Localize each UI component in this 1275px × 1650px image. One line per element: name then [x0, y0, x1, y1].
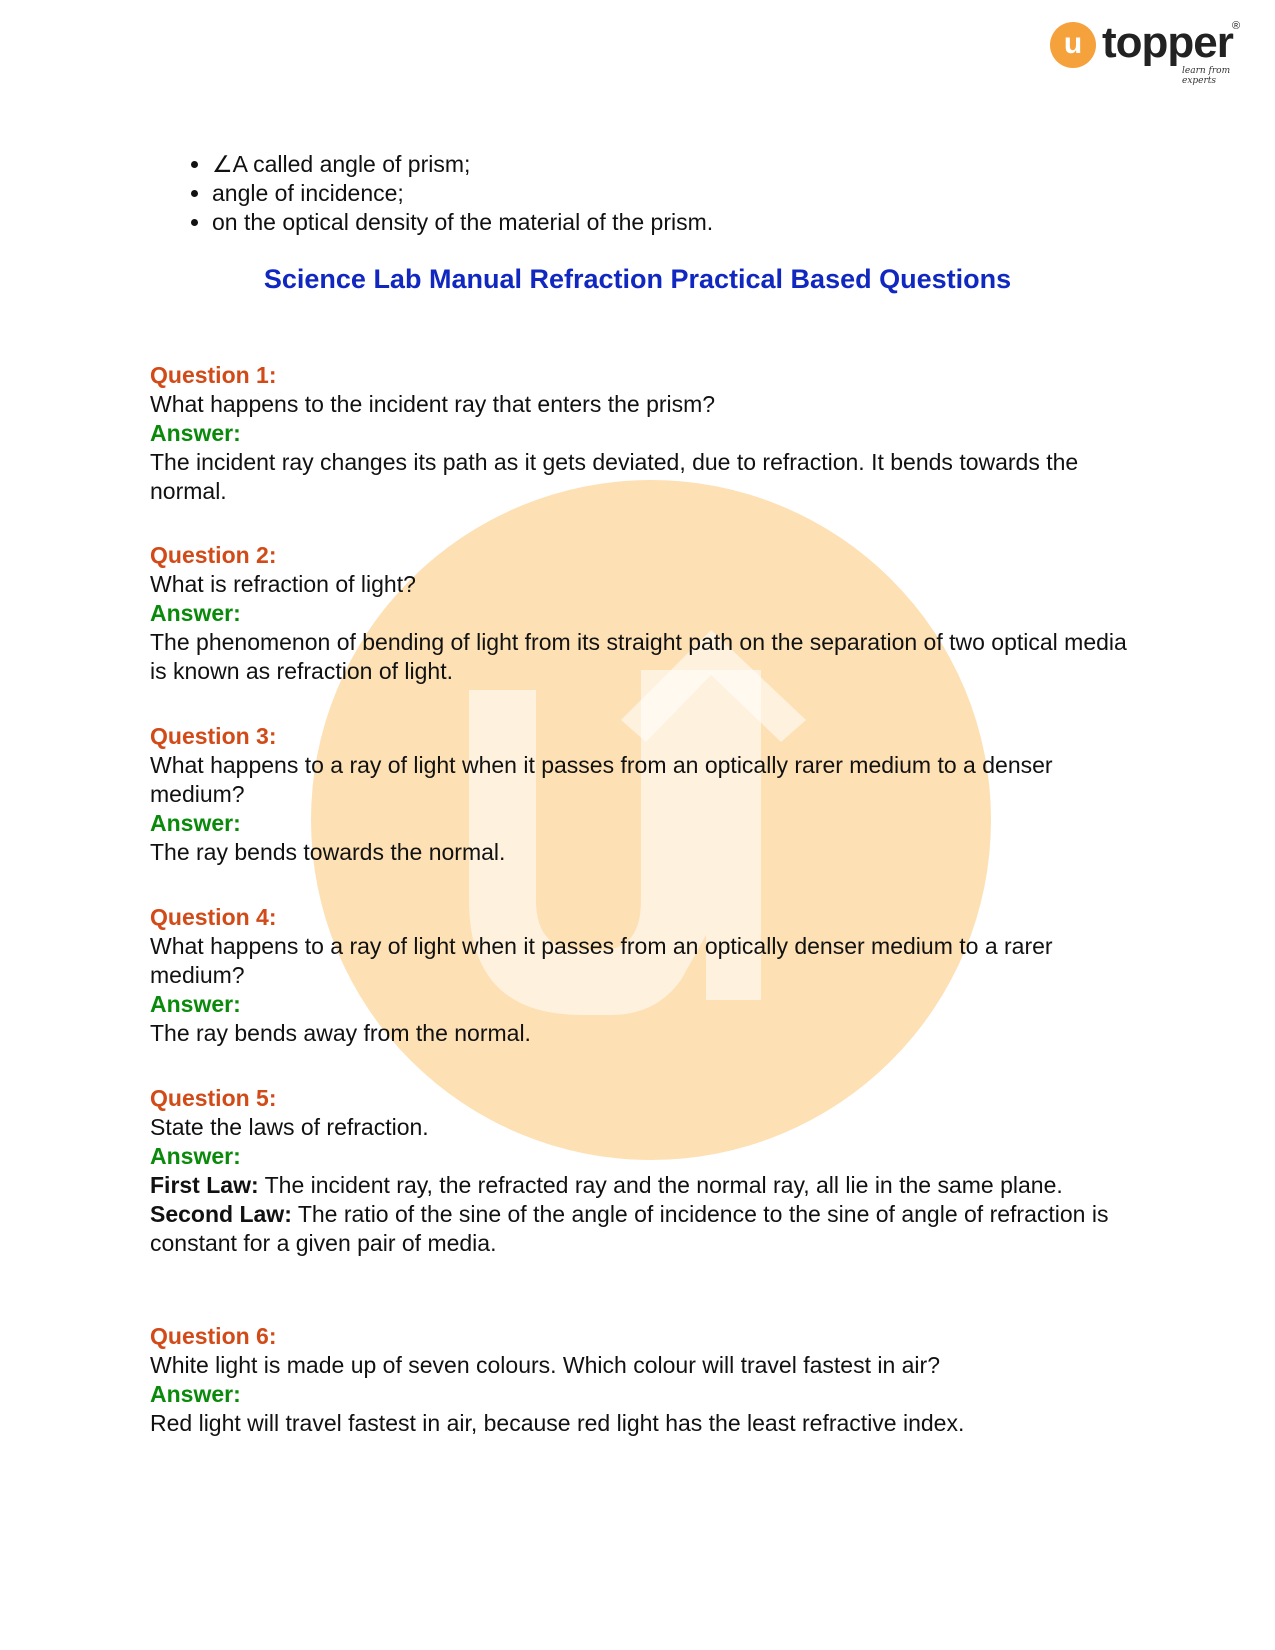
question-label: Question 3:	[150, 723, 277, 749]
first-law-text: The incident ray, the refracted ray and the normal ray, all lie in the same plane.	[258, 1172, 1063, 1198]
answer-label: Answer:	[150, 1381, 241, 1407]
answer-label: Answer:	[150, 420, 241, 446]
second-law-label: Second Law:	[150, 1201, 292, 1227]
list-item: • ∠A called angle of prism;	[212, 150, 713, 179]
question-label: Question 6:	[150, 1323, 277, 1349]
answer-label: Answer:	[150, 600, 241, 626]
second-law-text: The ratio of the sine of the angle of incidence to the sine of angle of refraction is constant for a given pair of media.	[150, 1201, 1109, 1256]
answer-text: The ray bends towards the normal.	[150, 839, 506, 865]
answer-text: The ray bends away from the normal.	[150, 1020, 531, 1046]
logo-circle-icon: u	[1050, 22, 1096, 68]
qa-block-1	[150, 361, 1130, 506]
question-text: State the laws of refraction.	[150, 1114, 429, 1140]
second-law	[150, 1200, 1130, 1258]
answer-text: The incident ray changes its path as it gets deviated, due to refraction. It bends towards the normal.	[150, 449, 1079, 504]
question-text: What happens to the incident ray that enters the prism?	[150, 391, 716, 417]
question-text: What happens to a ray of light when it passes from an optically denser medium to a rarer medium?	[150, 933, 1053, 988]
question-label: Question 1:	[150, 362, 277, 388]
page-title: Science Lab Manual Refraction Practical Based Questions	[263, 264, 1012, 294]
question-label: Question 4:	[150, 904, 277, 930]
question-text: What happens to a ray of light when it passes from an optically rarer medium to a denser medium?	[150, 752, 1053, 807]
prism-factors-list	[176, 150, 713, 237]
list-item: • on the optical density of the material of the prism.	[212, 208, 713, 237]
qa-block-3	[150, 722, 1130, 867]
question-label: Question 5:	[150, 1085, 277, 1111]
logo-wordmark: topper	[1102, 18, 1233, 67]
logo-tagline: learn from experts	[1182, 66, 1231, 86]
question-text: White light is made up of seven colours. Which colour will travel fastest in air?	[150, 1352, 940, 1378]
answer-label: Answer:	[150, 1143, 241, 1169]
answer-label: Answer:	[150, 991, 241, 1017]
first-law	[150, 1171, 1130, 1200]
qa-block-2	[150, 541, 1130, 686]
answer-text: The phenomenon of bending of light from its straight path on the separation of two optical media is known as refraction of light.	[150, 629, 1127, 684]
registered-mark: ®	[1232, 20, 1241, 32]
first-law-label: First Law:	[150, 1172, 259, 1198]
topper-logo	[1050, 18, 1250, 86]
question-label: Question 2:	[150, 542, 277, 568]
qa-block-5	[150, 1084, 1130, 1258]
qa-block-4	[150, 903, 1130, 1048]
question-text: What is refraction of light?	[150, 571, 416, 597]
answer-label: Answer:	[150, 810, 241, 836]
list-item: • angle of incidence;	[212, 179, 713, 208]
qa-block-6	[150, 1322, 1130, 1438]
answer-text: Red light will travel fastest in air, because red light has the least refractive index.	[150, 1410, 965, 1436]
